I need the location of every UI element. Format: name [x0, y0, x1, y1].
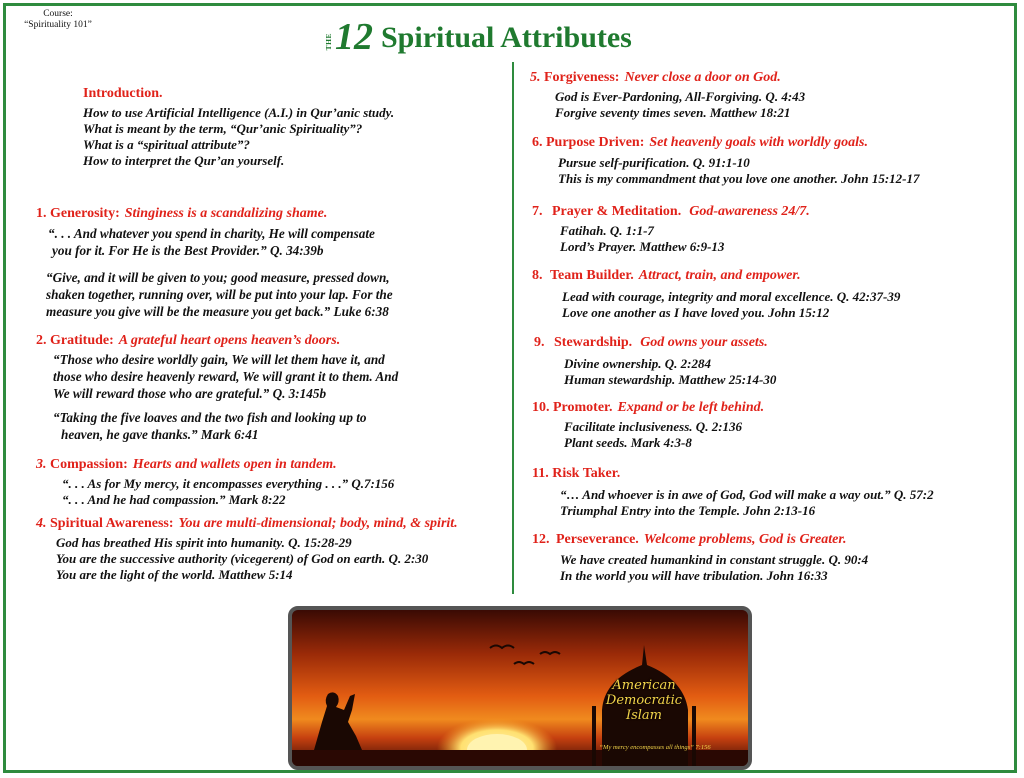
intro-line: What is meant by the term, “Qur’anic Spirituality”?	[83, 121, 363, 136]
attribute-motto: You are multi-dimensional; body, mind, & spirit.	[178, 516, 458, 531]
attribute-line: God has breathed His spirit into humanity. Q. 15:28-29	[56, 535, 352, 550]
attribute-name: Spiritual Awareness:	[50, 516, 174, 531]
brand-text	[588, 678, 700, 723]
attribute-team-builder	[532, 267, 900, 321]
introduction-section	[83, 85, 394, 169]
attribute-motto: God owns your assets.	[640, 335, 768, 350]
attribute-line: Human stewardship. Matthew 25:14-30	[564, 372, 777, 387]
quote-line: you for it. For He is the Best Provider.” Q. 34:39b	[52, 243, 324, 258]
intro-line: What is a “spiritual attribute”?	[83, 137, 250, 152]
attribute-promoter	[532, 399, 764, 451]
american-democratic-islam-banner	[288, 606, 752, 770]
attribute-number: 4.	[36, 516, 47, 531]
introduction-lines	[83, 105, 394, 169]
attribute-lines	[56, 535, 458, 583]
attribute-number: 10.	[532, 400, 550, 415]
attribute-perseverance	[532, 531, 868, 584]
attribute-name: Perseverance.	[556, 532, 639, 547]
brand-line: American	[612, 678, 676, 693]
attribute-motto: Welcome problems, God is Greater.	[643, 532, 847, 547]
attribute-quote	[53, 351, 398, 402]
attribute-lines	[62, 476, 394, 508]
attribute-quote	[46, 269, 393, 320]
attribute-line: Fatihah. Q. 1:1-7	[560, 223, 654, 238]
attribute-spiritual-awareness	[36, 515, 458, 583]
bird-icon	[540, 652, 560, 654]
attribute-number: 11.	[532, 466, 549, 481]
attribute-line: God is Ever-Pardoning, All-Forgiving. Q. 4:43	[555, 89, 806, 104]
attribute-name: Prayer & Meditation.	[552, 204, 682, 219]
attribute-motto: Stinginess is a scandalizing shame.	[124, 206, 328, 221]
attribute-quote	[53, 409, 398, 443]
attribute-number: 8.	[532, 268, 543, 283]
attribute-lines	[555, 89, 805, 121]
attribute-number: 1.	[36, 206, 47, 221]
title-the: THE	[324, 32, 333, 50]
attribute-name: Compassion:	[50, 457, 128, 472]
course-name: “Spirituality 101”	[24, 20, 92, 30]
attribute-line: Plant seeds. Mark 4:3-8	[564, 435, 692, 450]
banner-tagline: “My mercy encompasses all things” 7:156	[599, 744, 711, 751]
attribute-line: Pursue self-purification. Q. 91:1-10	[558, 155, 750, 170]
title-number: 12	[335, 16, 373, 58]
attribute-line: “. . . As for My mercy, it encompasses everything . . .” Q.7:156	[62, 476, 395, 491]
praying-figure-silhouette	[314, 692, 362, 750]
quote-line: “Give, and it will be given to you; good measure, pressed down,	[46, 270, 390, 285]
attribute-motto: Expand or be left behind.	[617, 400, 765, 415]
title-text: Spiritual Attributes	[381, 21, 632, 54]
quote-line: “. . . And whatever you spend in charity, He will compensate	[48, 226, 375, 241]
attribute-line: Lord’s Prayer. Matthew 6:9-13	[560, 239, 725, 254]
attribute-number: 2.	[36, 333, 47, 348]
attribute-line: “. . . And he had compassion.” Mark 8:22	[62, 492, 286, 507]
attribute-number: 7.	[532, 204, 543, 219]
attribute-generosity	[36, 205, 393, 320]
attribute-name: Stewardship.	[554, 335, 633, 350]
bird-icon	[490, 646, 514, 649]
attribute-line: In the world you will have tribulation. John 16:33	[560, 568, 828, 583]
quote-line: measure you give will be the measure you get back.” Luke 6:38	[46, 304, 389, 319]
attribute-motto: God-awareness 24/7.	[689, 204, 810, 219]
attribute-quote	[48, 225, 393, 259]
column-divider	[512, 62, 514, 594]
attribute-line: Lead with courage, integrity and moral excellence. Q. 42:37-39	[562, 289, 901, 304]
attribute-compassion	[36, 456, 394, 508]
attribute-lines	[560, 223, 810, 255]
attribute-number: 9.	[534, 335, 545, 350]
attribute-prayer-meditation	[532, 203, 810, 255]
attribute-motto: Attract, train, and empower.	[638, 268, 801, 283]
quote-line: those who desire heavenly reward, We will grant it to them. And	[53, 369, 399, 384]
attribute-lines	[560, 487, 934, 519]
attribute-name: Gratitude:	[50, 333, 114, 348]
quote-line: shaken together, running over, will be put into your lap. For the	[46, 287, 393, 302]
attribute-stewardship	[534, 334, 776, 388]
attribute-motto: Never close a door on God.	[624, 70, 781, 85]
course-caption: Course:	[43, 9, 73, 19]
attribute-lines	[558, 155, 920, 187]
attribute-lines	[560, 552, 868, 584]
attribute-name: Risk Taker.	[552, 466, 621, 481]
intro-line: How to interpret the Qur’an yourself.	[83, 153, 285, 168]
attribute-number: 3.	[36, 457, 47, 472]
attribute-line: We have created humankind in constant struggle. Q. 90:4	[560, 552, 869, 567]
attribute-number: 6.	[532, 135, 543, 150]
attribute-risk-taker	[532, 465, 934, 519]
attribute-line: Divine ownership. Q. 2:284	[564, 356, 711, 371]
attribute-line: This is my commandment that you love one another. John 15:12-17	[558, 171, 920, 186]
brand-line: Islam	[625, 708, 663, 723]
brand-line: Democratic	[605, 693, 683, 708]
attribute-line: Triumphal Entry into the Temple. John 2:13-16	[560, 503, 816, 518]
attribute-motto: A grateful heart opens heaven’s doors.	[118, 333, 341, 348]
attribute-name: Generosity:	[50, 206, 120, 221]
attribute-name: Forgiveness:	[544, 70, 620, 85]
attribute-line: You are the light of the world. Matthew 5:14	[56, 567, 293, 582]
attribute-lines	[562, 289, 900, 321]
bird-icon	[514, 662, 534, 664]
attribute-line: Love one another as I have loved you. John 15:12	[562, 305, 830, 320]
quote-line: heaven, he gave thanks.” Mark 6:41	[61, 427, 259, 442]
attribute-line: You are the successive authority (vicegerent) of God on earth. Q. 2:30	[56, 551, 429, 566]
introduction-heading: Introduction.	[83, 86, 163, 101]
attribute-name: Team Builder.	[550, 268, 634, 283]
attribute-motto: Set heavenly goals with worldly goals.	[649, 135, 868, 150]
quote-line: “Taking the five loaves and the two fish and looking up to	[53, 410, 367, 425]
attribute-lines	[564, 356, 776, 388]
course-label	[18, 9, 98, 31]
attribute-line: Facilitate inclusiveness. Q. 2:136	[564, 419, 743, 434]
attribute-lines	[564, 419, 764, 451]
page-title	[324, 12, 632, 56]
attribute-number: 5.	[530, 70, 541, 85]
intro-line: How to use Artificial Intelligence (A.I.) in Qur’anic study.	[83, 105, 395, 120]
attribute-gratitude	[36, 332, 398, 443]
attribute-line: Forgive seventy times seven. Matthew 18:21	[555, 105, 791, 120]
attribute-line: “… And whoever is in awe of God, God will make a way out.” Q. 57:2	[560, 487, 934, 502]
attribute-name: Purpose Driven:	[546, 135, 645, 150]
attribute-number: 12.	[532, 532, 550, 547]
attribute-name: Promoter.	[553, 400, 613, 415]
attribute-forgiveness	[530, 69, 805, 121]
quote-line: We will reward those who are grateful.” Q. 3:145b	[53, 386, 327, 401]
attribute-motto: Hearts and wallets open in tandem.	[132, 457, 337, 472]
quote-line: “Those who desire worldly gain, We will let them have it, and	[53, 352, 385, 367]
attribute-purpose-driven	[532, 134, 920, 187]
